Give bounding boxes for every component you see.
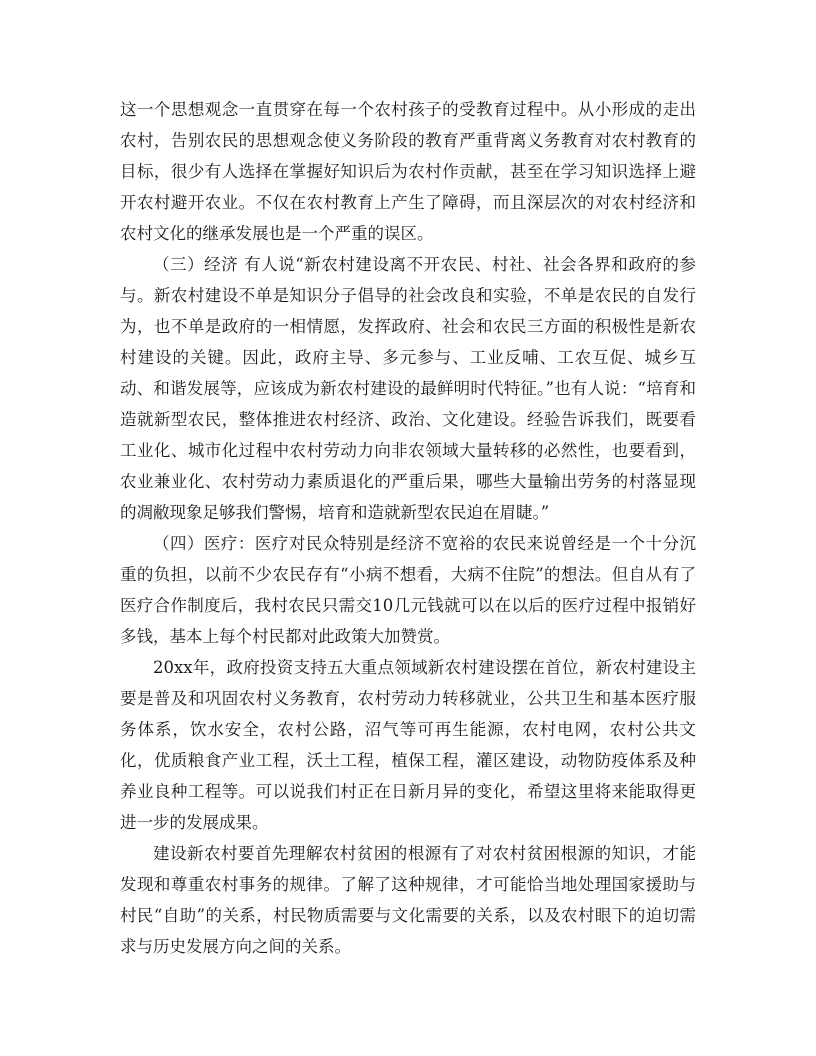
paragraph-medical: （四）医疗：医疗对民众特别是经济不宽裕的农民来说曾经是一个十分沉重的负担，以前不少农民存有“小病不想看，大病不住院”的想法。但自从有了医疗合作制度后，我村农民只需交10几元钱就可以在以后的医疗过程中报销好多钱，基本上每个村民都对此政策大加赞赏。 <box>120 534 696 646</box>
paragraph-economy: （三）经济 有人说“新农村建设离不开农民、村社、社会各界和政府的参与。新农村建设不单是知识分子倡导的社会改良和实验，不单是农民的自发行为，也不单是政府的一相情愿，发挥政府、社会和农民三方面的积极性是新农村建设的关键。因此，政府主导、多元参与、工业反哺、工农互促、城乡互动、和谐发展等，应该成为新农村建设的最鲜明时代特征。”也有人说：“培育和造就新型农民，整体推进农村经济、政治、文化建设。经验告诉我们，既要看工业化、城市化过程中农村劳动力向非农领域大量转移的必然性，也要看到，农业兼业化、农村劳动力素质退化的严重后果，哪些大量输出劳务的村落显现的凋敝现象足够我们警惕，培育和造就新型农民迫在眉睫。” <box>120 255 696 522</box>
document-page <box>120 94 696 962</box>
paragraph-intro-continuation: 这一个思想观念一直贯穿在每一个农村孩子的受教育过程中。从小形成的走出农村，告别农民的思想观念使义务阶段的教育严重背离义务教育对农村教育的目标，很少有人选择在掌握好知识后为农村作贡献，甚至在学习知识选择上避开农村避开农业。不仅在农村教育上产生了障碍，而且深层次的对农村经济和农村文化的继承发展也是一个严重的误区。 <box>120 100 696 243</box>
paragraph-government-investment: 20xx年，政府投资支持五大重点领域新农村建设摆在首位，新农村建设主要是普及和巩固农村义务教育，农村劳动力转移就业，公共卫生和基本医疗服务体系，饮水安全，农村公路，沼气等可再生能源，农村电网，农村公共文化，优质粮食产业工程，沃土工程，植保工程，灌区建设，动物防疫体系及种养业良种工程等。可以说我们村正在日新月异的变化，希望这里将来能取得更进一步的发展成果。 <box>120 658 696 832</box>
paragraph-conclusion: 建设新农村要首先理解农村贫困的根源有了对农村贫困根源的知识，才能发现和尊重农村事务的规律。了解了这种规律，才可能恰当地处理国家援助与村民“自助”的关系，村民物质需要与文化需要的关系，以及农村眼下的迫切需求与历史发展方向之间的关系。 <box>120 844 696 956</box>
